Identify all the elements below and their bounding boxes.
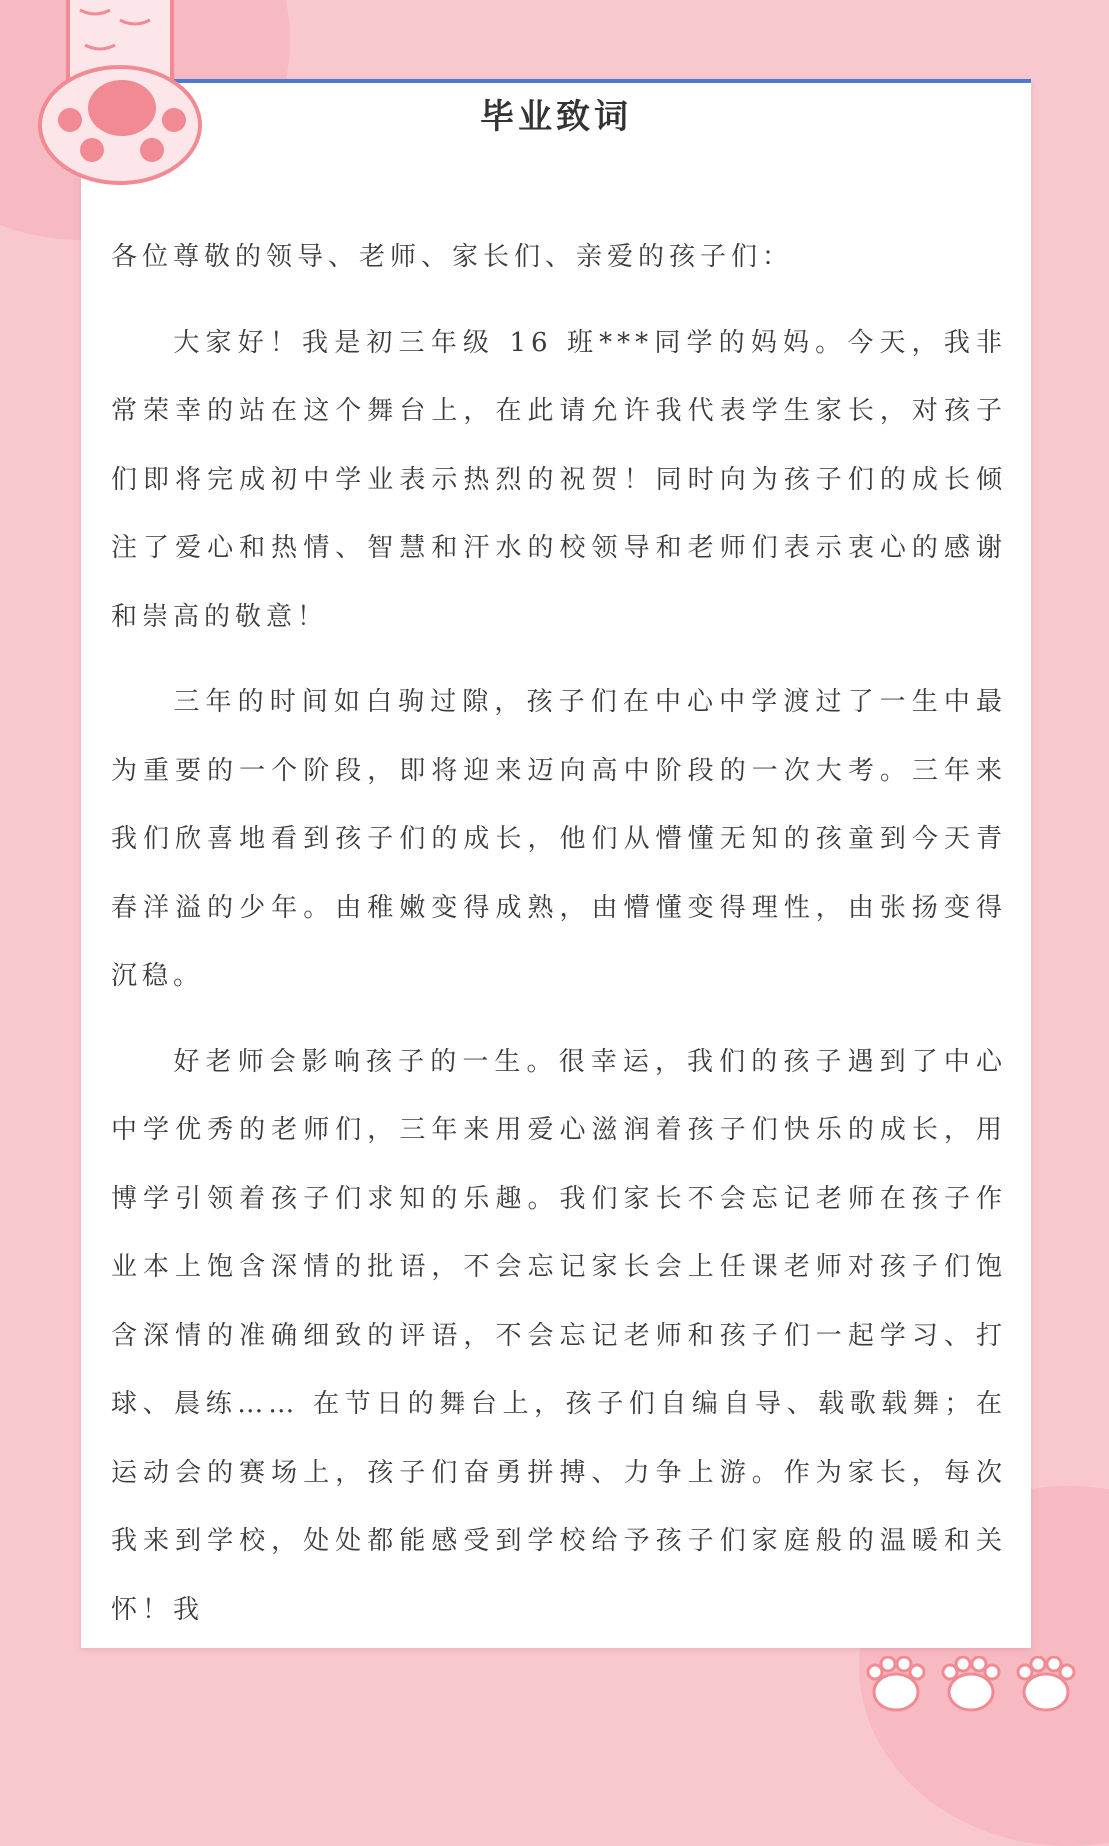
page-title: 毕业致词	[480, 97, 632, 137]
document-sheet	[81, 79, 1031, 1648]
paw-print-icon	[868, 1657, 924, 1710]
paw-print-icon	[1018, 1657, 1074, 1710]
salutation-paragraph: 各位尊敬的领导、老师、家长们、亲爱的孩子们：	[111, 242, 794, 272]
paw-print-icon	[943, 1657, 999, 1710]
body-paragraph: 三年的时间如白驹过隙，孩子们在中心中学渡过了一生中最为重要的一个阶段，即将迎来迈向高中阶段的一次大考。三年来我们欣喜地看到孩子们的成长，他们从懵懂无知的孩童到今天青春洋溢的少年。由稚嫩变得成熟，由懵懂变得理性，由张扬变得沉稳。	[111, 687, 1007, 991]
body-paragraph: 大家好！我是初三年级 16 班***同学的妈妈。今天，我非常荣幸的站在这个舞台上，在此请允许我代表学生家长，对孩子们即将完成初中学业表示热烈的祝贺！同时向为孩子们的成长倾注了爱心和热情、智慧和汗水的校领导和老师们表示衷心的感谢和崇高的敬意！	[111, 327, 1007, 632]
body-paragraph: 好老师会影响孩子的一生。很幸运，我们的孩子遇到了中心中学优秀的老师们，三年来用爱心滋润着孩子们快乐的成长，用博学引领着孩子们求知的乐趣。我们家长不会忘记老师在孩子作业本上饱含深情的批语，不会忘记家长会上任课老师对孩子们饱含深情的准确细致的评语，不会忘记老师和孩子们一起学习、打球、晨练…… 在节日的舞台上，孩子们自编自导、载歌载舞；在运动会的赛场上，孩子们奋勇拼搏、力争上游。作为家长，每次我来到学校，处处都能感受到学校给予孩子们家庭般的温暖和关怀！我	[111, 1046, 1007, 1625]
cat-paw-icon	[30, 0, 210, 194]
paw-print-row	[861, 1656, 1081, 1720]
document-body	[111, 223, 1007, 1661]
